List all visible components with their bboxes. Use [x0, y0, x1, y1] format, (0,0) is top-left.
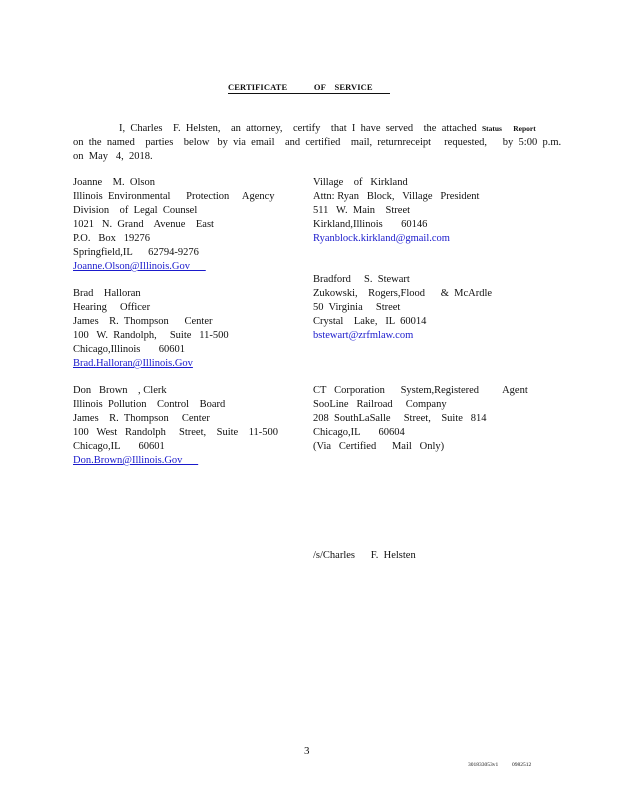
recipient-city: Springfield,IL 62794-9276 [73, 247, 199, 258]
recipient-address: 50 Virginia Street [313, 302, 401, 313]
recipient-org: Illinois Pollution Control Board [73, 399, 226, 410]
intro-line-3: on May 4, 2018. [73, 151, 153, 162]
recipient-name: Don Brown , Clerk [73, 385, 167, 396]
recipient-city: Chicago,IL 60601 [73, 441, 165, 452]
recipient-kirkland [313, 176, 479, 246]
recipient-pobox: P.O. Box 19276 [73, 233, 151, 244]
intro-line-1 [119, 122, 536, 136]
recipient-city: Crystal Lake, IL 60014 [313, 316, 427, 327]
recipient-org: Illinois Environmental Protection Agency [73, 191, 275, 202]
recipient-address: 1021 N. Grand Avenue East [73, 219, 214, 230]
recipient-email-link[interactable]: Joanne.Olson@Illinois.Gov [73, 261, 206, 272]
recipient-building: James R. Thompson Center [73, 316, 213, 327]
recipient-address: 100 West Randolph Street, Suite 11-500 [73, 427, 279, 438]
recipient-title: Hearing Officer [73, 302, 151, 313]
document-title: CERTIFICATE OF SERVICE [228, 82, 390, 94]
recipient-name: Brad Halloran [73, 288, 141, 299]
recipient-olson [73, 176, 275, 274]
recipient-city: Chicago,IL 60604 [313, 427, 405, 438]
recipient-email-link[interactable]: Brad.Halloran@Illinois.Gov [73, 358, 193, 369]
recipient-ct-corporation [313, 384, 528, 454]
recipient-firm: Zukowski, Rogers,Flood & McArdle [313, 288, 493, 299]
recipient-brown [73, 384, 278, 468]
intro-line-2: on the named parties below by via email and certified mail, returnreceipt requested, by 5:00 p.m. [73, 137, 562, 148]
recipient-dept: Division of Legal Counsel [73, 205, 198, 216]
recipient-name: Joanne M. Olson [73, 177, 155, 188]
recipient-email-link[interactable]: bstewart@zrfmlaw.com [313, 330, 414, 341]
recipient-address: 208 SouthLaSalle Street, Suite 814 [313, 413, 487, 424]
recipient-address: 511 W. Main Street [313, 205, 411, 216]
document-id: 301833053v1 0982512 [468, 762, 532, 768]
recipient-city: Chicago,Illinois 60601 [73, 344, 185, 355]
recipient-stewart [313, 273, 492, 343]
recipient-attn: Attn: Ryan Block, Village President [313, 191, 480, 202]
intro-text: I, Charles F. Helsten, an attorney, certify that I have served the attached [119, 123, 482, 134]
recipient-city: Kirkland,Illinois 60146 [313, 219, 428, 230]
recipient-halloran [73, 287, 229, 371]
recipient-delivery-note: (Via Certified Mail Only) [313, 441, 445, 452]
recipient-name: CT Corporation System,Registered Agent [313, 385, 528, 396]
recipient-building: James R. Thompson Center [73, 413, 210, 424]
recipient-company: SooLine Railroad Company [313, 399, 447, 410]
recipient-email-link[interactable]: Ryanblock.kirkland@gmail.com [313, 233, 450, 244]
recipient-name: Village of Kirkland [313, 177, 408, 188]
recipient-address: 100 W. Randolph, Suite 11-500 [73, 330, 229, 341]
recipient-name: Bradford S. Stewart [313, 274, 410, 285]
signature: /s/Charles F. Helsten [313, 550, 416, 561]
document-name: Status Report [481, 124, 536, 133]
page-number: 3 [304, 745, 310, 757]
recipient-email-link[interactable]: Don.Brown@Illinois.Gov [73, 455, 199, 466]
